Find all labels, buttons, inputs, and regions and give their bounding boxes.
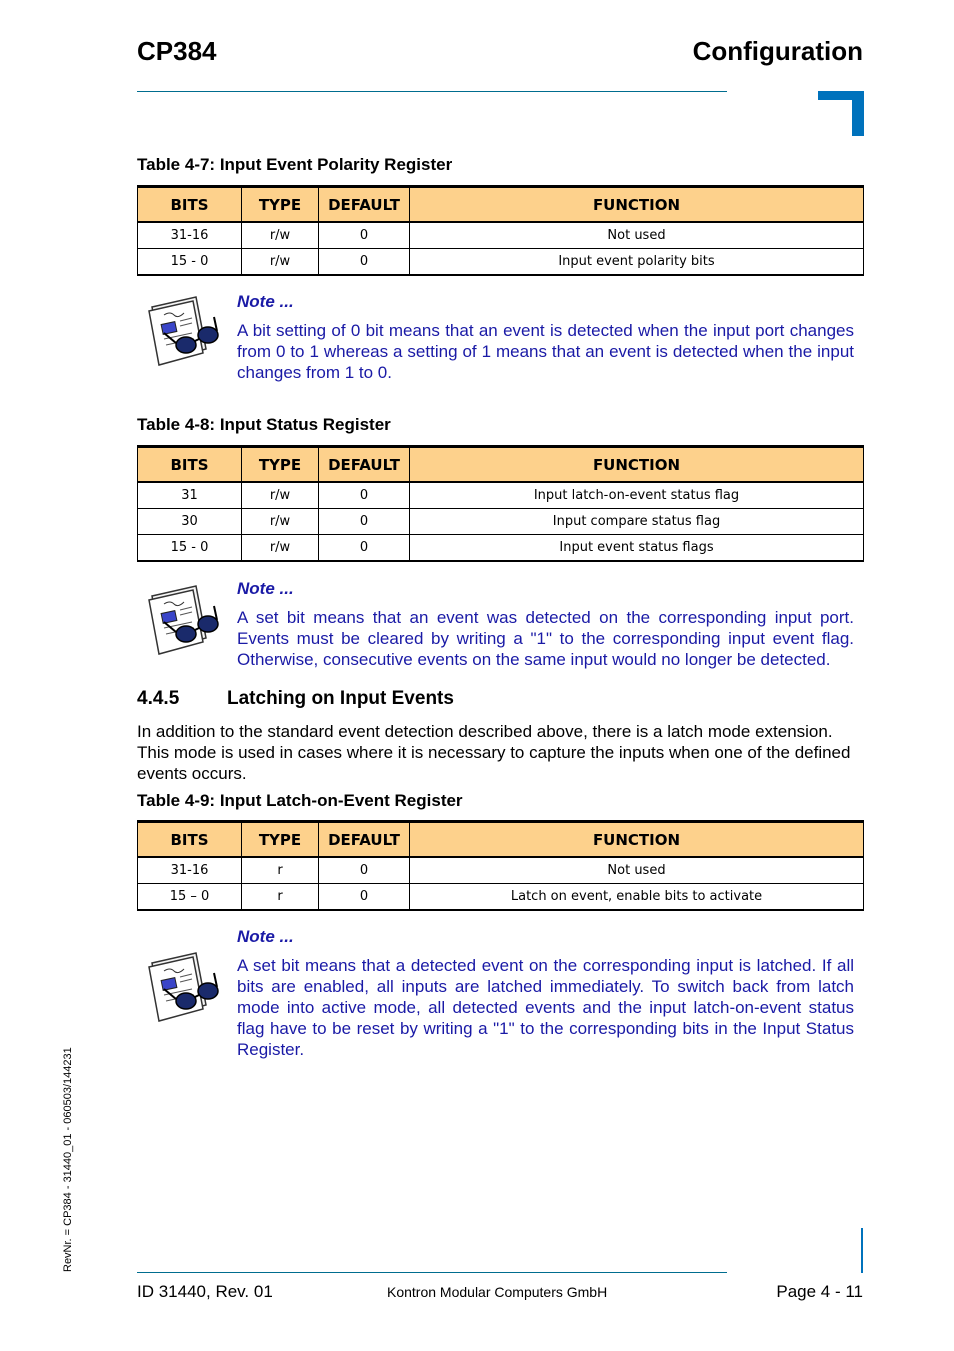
corner-mark-bottom [861,1228,863,1273]
register-table-polarity [137,185,864,276]
table-cell: Not used [410,857,864,884]
table-row [138,509,864,535]
table-cell: 30 [138,509,242,535]
table-caption: Table 4-8: Input Status Register [137,415,391,434]
footer-rule [137,1272,727,1273]
table-cell: 15 - 0 [138,249,242,276]
table-cell: Not used [410,222,864,249]
table-cell: Input latch-on-event status flag [410,482,864,509]
column-header: DEFAULT [319,822,410,858]
table-header-row [138,822,864,858]
footer-page-number: Page 4 - 11 [776,1282,863,1301]
table-cell: r/w [242,535,319,562]
note-glasses-icon [146,582,222,656]
note-title: Note ... [237,292,294,311]
table-cell: 31 [138,482,242,509]
table-cell: r [242,857,319,884]
table-header-row [138,187,864,223]
table-cell: Input event polarity bits [410,249,864,276]
column-header: TYPE [242,822,319,858]
column-header: BITS [138,187,242,223]
section-title: Latching on Input Events [227,688,454,709]
corner-mark-top-vertical [852,91,864,136]
register-table-latch [137,820,864,911]
table-cell: 31-16 [138,857,242,884]
table-row [138,884,864,911]
note-title: Note ... [237,579,294,598]
table-cell: 0 [319,884,410,911]
table-cell: 0 [319,509,410,535]
column-header: BITS [138,822,242,858]
column-header: FUNCTION [410,187,864,223]
table-row [138,482,864,509]
revision-number: RevNr. = CP384 - 31440_01 - 060503/144231 [62,1047,74,1272]
table-cell: Input event status flags [410,535,864,562]
table-cell: 0 [319,857,410,884]
table-row [138,249,864,276]
table-row [138,535,864,562]
table-cell: 0 [319,222,410,249]
note-glasses-icon [146,949,222,1023]
table-cell: r/w [242,249,319,276]
table-row [138,857,864,884]
table-cell: r/w [242,222,319,249]
note-title: Note ... [237,927,294,946]
table-cell: 15 - 0 [138,535,242,562]
table-header-row [138,447,864,483]
table-cell: r/w [242,482,319,509]
footer-document-id: ID 31440, Rev. 01 [137,1282,273,1301]
register-table-status [137,445,864,562]
column-header: BITS [138,447,242,483]
doc-title: CP384 [137,36,217,66]
table-cell: r/w [242,509,319,535]
table-row [138,222,864,249]
column-header: DEFAULT [319,447,410,483]
table-cell: r [242,884,319,911]
table-cell: 0 [319,535,410,562]
note-text: A set bit means that a detected event on the corresponding input is latched. If all bits are enabled, all inputs are latched immediately. To switch back from latch mode into active mode, all detected events and the input latch-on-event status flag have to be reset by writing a "1" to the corresponding bits in the Input Status Register. [237,956,854,1059]
column-header: DEFAULT [319,187,410,223]
note-glasses-icon [146,293,222,367]
column-header: TYPE [242,447,319,483]
column-header: FUNCTION [410,822,864,858]
header-rule [137,91,727,92]
footer-company: Kontron Modular Computers GmbH [387,1284,608,1300]
column-header: FUNCTION [410,447,864,483]
table-cell: 0 [319,482,410,509]
body-paragraph: In addition to the standard event detection described above, there is a latch mode extension. This mode is used in cases where it is necessary to capture the inputs when one of the defined events occurs. [137,722,851,783]
table-cell: 15 – 0 [138,884,242,911]
table-caption: Table 4-7: Input Event Polarity Register [137,155,453,174]
chapter-title: Configuration [692,36,863,66]
note-text: A set bit means that an event was detected on the corresponding input port. Events must be cleared by writing a "1" to the corresponding input event flag. Otherwise, consecutive events on the same input would no longer be detected. [237,608,854,669]
section-number: 4.4.5 [137,688,180,709]
table-cell: 0 [319,249,410,276]
section-heading [137,688,454,710]
note-text: A bit setting of 0 bit means that an event is detected when the input port changes from 0 to 1 whereas a setting of 1 means that an event is detected when the input changes from 1 to 0. [237,321,854,382]
table-cell: Input compare status flag [410,509,864,535]
table-cell: Latch on event, enable bits to activate [410,884,864,911]
table-caption: Table 4-9: Input Latch-on-Event Register [137,791,463,810]
column-header: TYPE [242,187,319,223]
table-cell: 31-16 [138,222,242,249]
